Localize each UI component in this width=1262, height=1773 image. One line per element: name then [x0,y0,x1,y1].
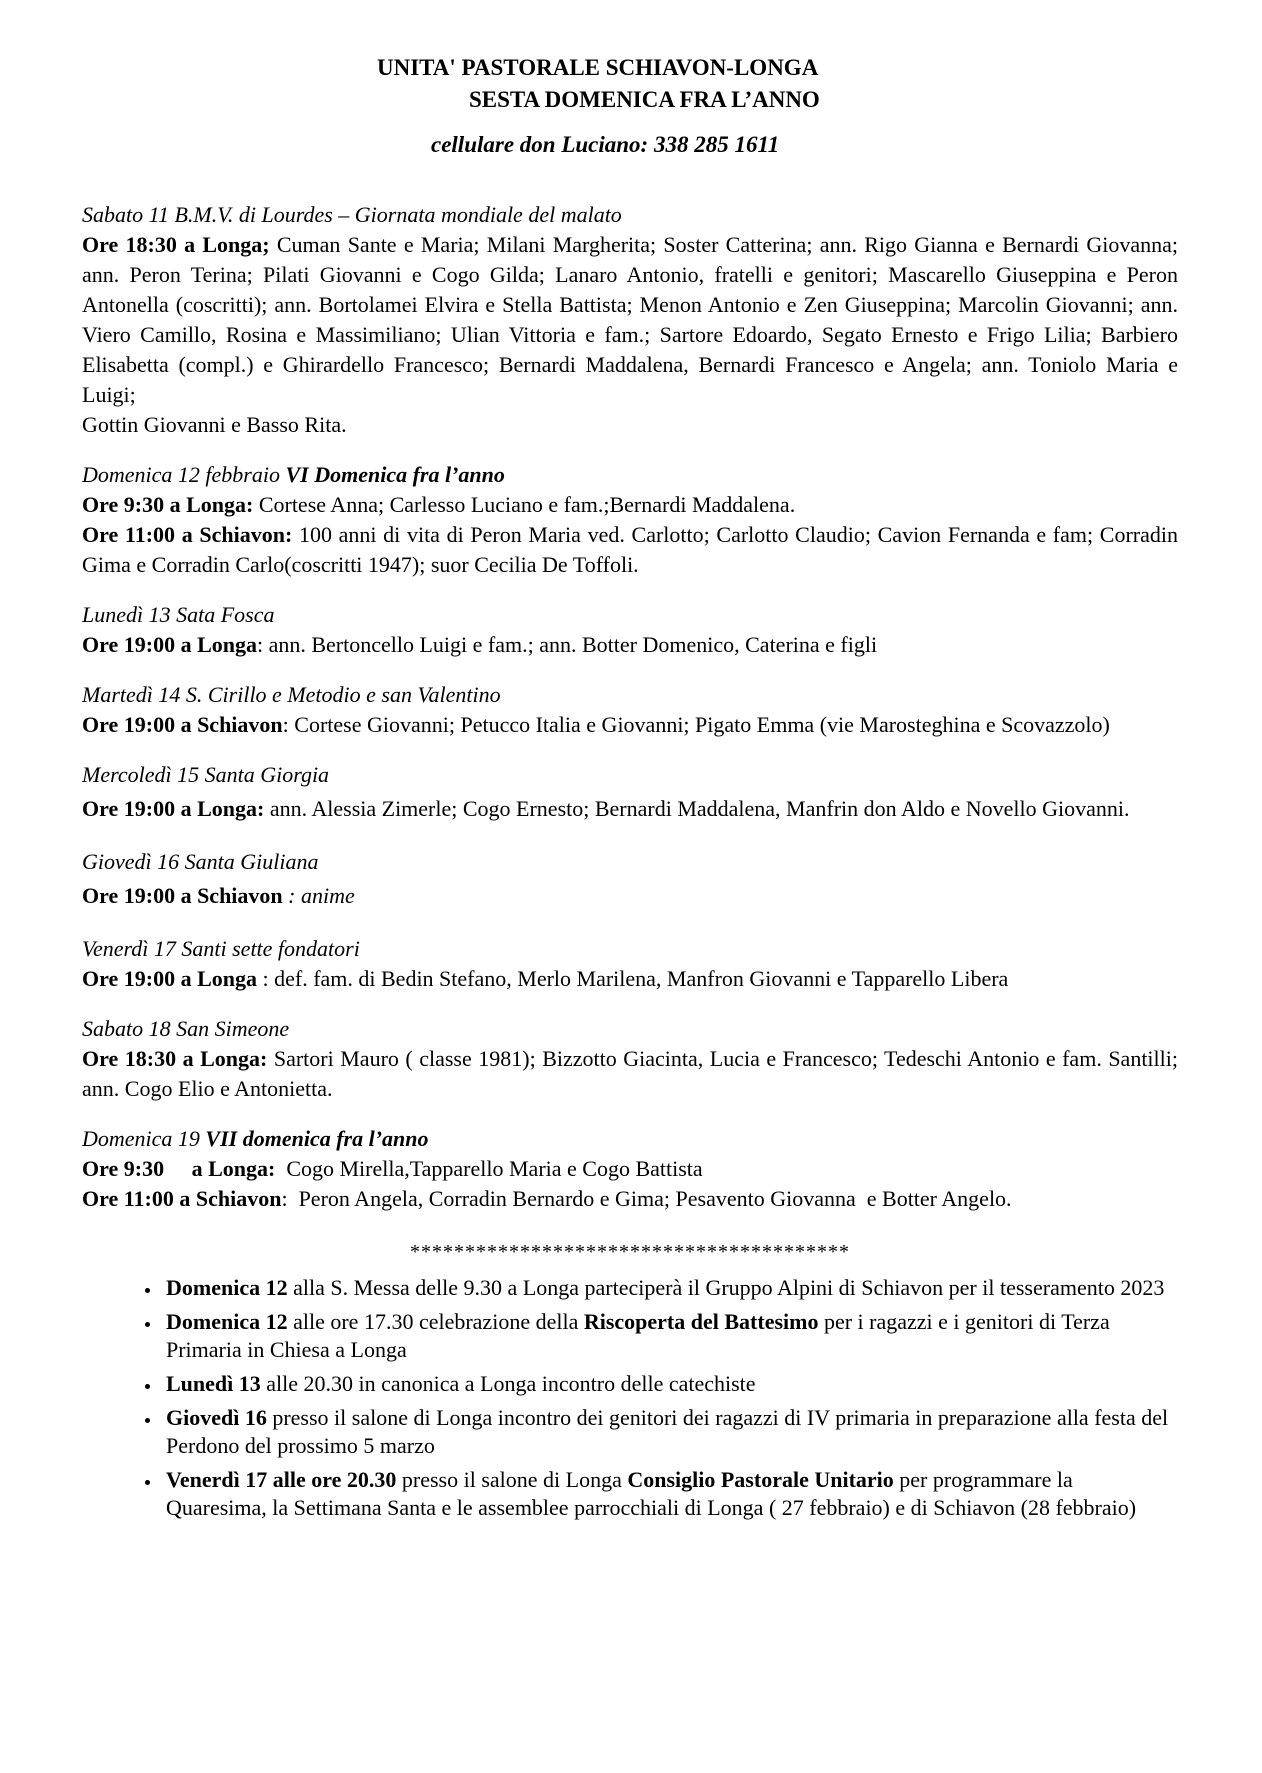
intentions-text: Cogo Mirella,Tapparello Maria e Cogo Battista [275,1156,703,1181]
note-text: presso il salone di Longa [396,1467,628,1492]
day-label: Domenica 12 febbraio [82,462,280,487]
schedule-entry-martedi-14 [82,680,1178,740]
day-heading: Giovedì 16 Santa Giuliana [82,849,319,874]
mass-time: Ore 19:00 a Schiavon [82,883,283,908]
schedule-entry-sabato-18 [82,1014,1178,1104]
day-heading: Venerdì 17 Santi sette fondatori [82,936,360,961]
mass-intentions [82,710,1178,740]
mass-time: Ore 18:30 a Longa; [82,232,270,257]
schedule-entry-venerdi-17 [82,934,1178,994]
intentions-text: Cuman Sante e Maria; Milani Margherita; Soster Catterina; ann. Rigo Gianna e Bernardi Giovanna; ann. Peron Terina; Pilati Giovanni e Cogo Gilda; Lanaro Antonio, fratelli e genitori; Mascarello Giuseppina e Peron Antonella (coscritti); ann. Bortolamei Elvira e Stella Battista; Menon Antonio e Zen Giuseppina; Marcolin Giovanni; ann. Viero Camillo, Rosina e Massimiliano; Ulian Vittoria e fam.; Sartore Edoardo, Segato Ernesto e Frigo Lilia; Barbiero Elisabetta (compl.) e Ghirardello Francesco; Bernardi Maddalena, Bernardi Francesco e Angela; ann. Toniolo Maria e Luigi; [82,232,1178,407]
day-heading [82,1124,1178,1154]
mass-intentions [82,1184,1178,1214]
note-text: presso il salone di Longa incontro dei genitori dei ragazzi di IV primaria in preparazione alla festa del Perdono del prossimo 5 marzo [166,1405,1169,1458]
mass-intentions [82,520,1178,580]
mass-time: Ore 19:00 a Longa: [82,796,265,821]
note-text: alla S. Messa delle 9.30 a Longa parteciperà il Gruppo Alpini di Schiavon per il tesseramento 2023 [287,1275,1165,1300]
list-item [162,1370,1178,1398]
announcements-list [82,1274,1178,1522]
note-highlight: Lunedì 13 [166,1371,261,1396]
day-heading: Martedì 14 S. Cirillo e Metodio e san Valentino [82,682,501,707]
mass-time: Ore 9:30 a Longa: [82,1156,276,1181]
separator: **************************************** [410,1241,850,1263]
intentions-continuation: Gottin Giovanni e Basso Rita. [82,412,347,437]
list-item [162,1404,1178,1460]
mass-intentions [82,490,1178,520]
mass-time: Ore 19:00 a Schiavon [82,712,283,737]
day-heading [82,460,1178,490]
note-text: alle ore 17.30 celebrazione della [287,1309,584,1334]
list-item [162,1466,1178,1522]
note-highlight: Domenica 12 [166,1275,288,1300]
mass-intentions [82,877,1178,914]
list-item [162,1308,1178,1364]
mass-time: Ore 19:00 a Longa [82,632,257,657]
note-highlight: Consiglio Pastorale Unitario [627,1467,894,1492]
note-text: per programmare la Quaresima, la Settimana Santa e le assemblee parrocchiali di Longa ( 27 febbraio) e di Schiavon (28 febbraio) [166,1467,1137,1520]
mass-intentions [82,630,1178,660]
note-text: per i ragazzi e i genitori di Terza Primaria in Chiesa a Longa [166,1309,1110,1362]
intentions-text: 100 anni di vita di Peron Maria ved. Carlotto; Carlotto Claudio; Cavion Fernanda e fam; Corradin Gima e Corradin Carlo(coscritti 1947); suor Cecilia De Toffoli. [82,522,1178,577]
intentions-text: Cortese Anna; Carlesso Luciano e fam.;Bernardi Maddalena. [253,492,796,517]
schedule-entry-sabato-11 [82,200,1178,440]
mass-time: Ore 19:00 a Longa [82,966,257,991]
note-highlight: Riscoperta del Battesimo [583,1309,819,1334]
schedule-entry-domenica-19 [82,1124,1178,1214]
intentions-text: : def. fam. di Bedin Stefano, Merlo Marilena, Manfron Giovanni e Tapparello Libera [256,966,1009,991]
intentions-text: : anime [282,883,355,908]
day-heading: Lunedì 13 Sata Fosca [82,602,275,627]
day-label: Domenica 19 [82,1126,206,1151]
mass-time: Ore 9:30 a Longa: [82,492,254,517]
mass-intentions [82,1044,1178,1104]
list-item [162,1274,1178,1302]
note-text: alle 20.30 in canonica a Longa incontro delle catechiste [260,1371,756,1396]
phone-line: cellulare don Luciano: 338 285 1611 [431,132,780,157]
schedule-entry-domenica-12 [82,460,1178,580]
note-highlight: Venerdì 17 alle ore 20.30 [166,1467,397,1492]
intentions-text: ann. Alessia Zimerle; Cogo Ernesto; Bernardi Maddalena, Manfrin don Aldo e Novello Giovanni. [264,796,1130,821]
intentions-text: : Peron Angela, Corradin Bernardo e Gima; Pesavento Giovanna e Botter Angelo. [281,1186,1012,1211]
schedule-entry-mercoledi-15 [82,760,1178,827]
day-heading: Sabato 11 B.M.V. di Lourdes – Giornata mondiale del malato [82,202,622,227]
day-heading: Sabato 18 San Simeone [82,1016,290,1041]
mass-schedule [82,200,1178,1214]
day-feast: VI Domenica fra l’anno [285,462,505,487]
intentions-text: : ann. Bertoncello Luigi e fam.; ann. Botter Domenico, Caterina e figli [256,632,878,657]
schedule-entry-lunedi-13 [82,600,1178,660]
mass-time: Ore 11:00 a Schiavon [82,1186,282,1211]
page-title: UNITA' PASTORALE SCHIAVON-LONGA [377,55,819,80]
day-feast: VII domenica fra l’anno [205,1126,429,1151]
mass-time: Ore 11:00 a Schiavon: [82,522,293,547]
page-subtitle: SESTA DOMENICA FRA L’ANNO [469,87,820,112]
mass-intentions [82,1154,1178,1184]
schedule-entry-giovedi-16 [82,847,1178,914]
mass-intentions [82,790,1178,827]
note-highlight: Giovedì 16 [166,1405,267,1430]
mass-time: Ore 18:30 a Longa: [82,1046,268,1071]
intentions-text: Sartori Mauro ( classe 1981); Bizzotto Giacinta, Lucia e Francesco; Tedeschi Antonio e fam. Santilli; ann. Cogo Elio e Antonietta. [82,1046,1178,1101]
day-heading: Mercoledì 15 Santa Giorgia [82,762,330,787]
intentions-text: : Cortese Giovanni; Petucco Italia e Giovanni; Pigato Emma (vie Marosteghina e Scovazzolo) [282,712,1110,737]
note-highlight: Domenica 12 [166,1309,288,1334]
mass-intentions [82,964,1178,994]
mass-intentions [82,230,1178,410]
